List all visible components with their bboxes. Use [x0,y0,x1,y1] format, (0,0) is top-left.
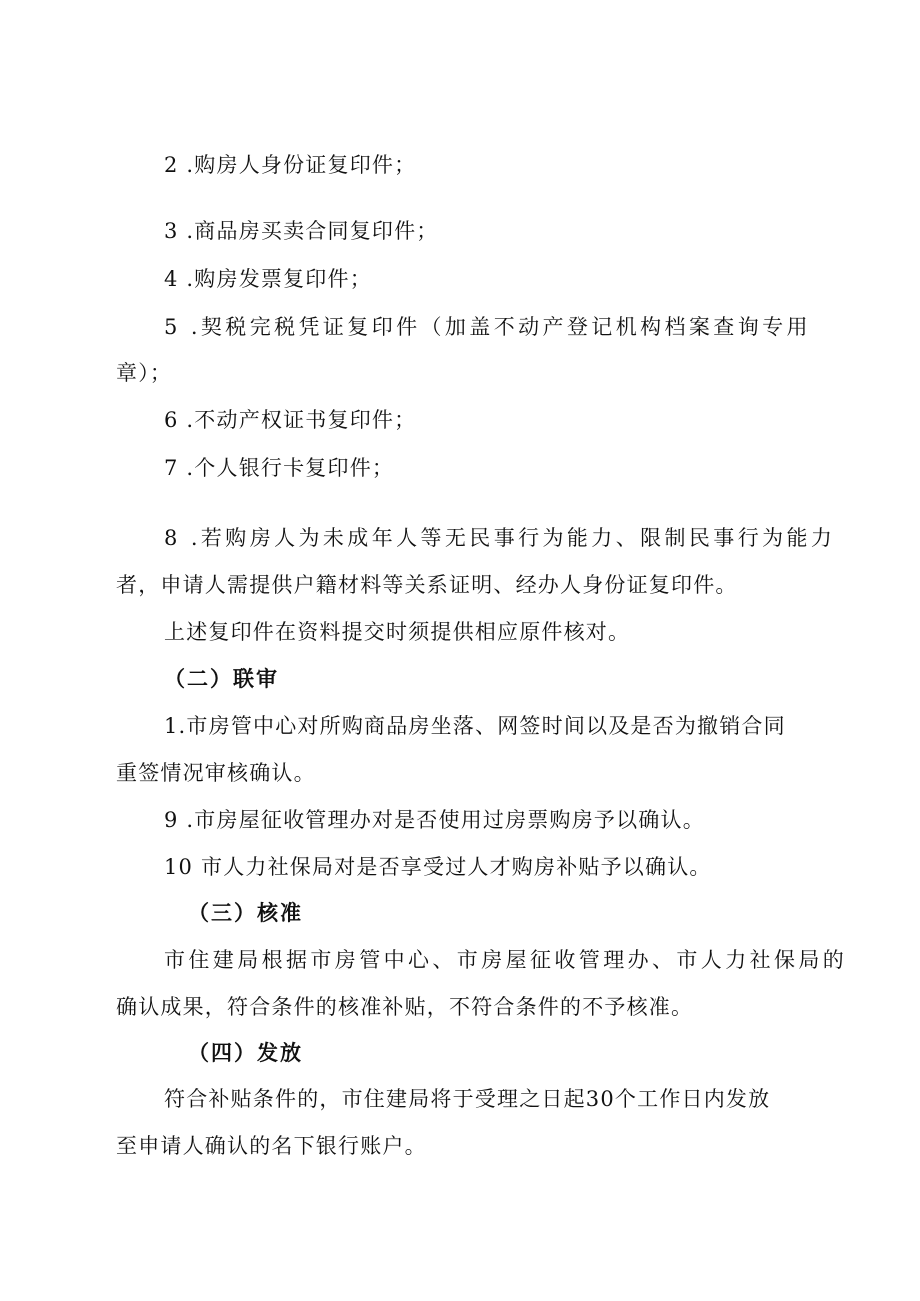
approval-paragraph: 市住建局根据市房管中心、市房屋征收管理办、市人力社保局的 [164,948,848,972]
list-item-2: 2 .购房人身份证复印件； [164,153,417,177]
section-heading-approval: （三）核准 [188,900,303,925]
section-heading-disbursement: （四）发放 [188,1040,303,1065]
approval-paragraph-continued: 确认成果，符合条件的核准补贴，不符合条件的不予核准。 [116,995,694,1019]
list-item-4: 4 .购房发票复印件； [164,267,372,291]
section-heading-joint-review: （二）联审 [164,666,279,691]
list-item-1: 1.市房管中心对所购商品房坐落、网签时间以及是否为撤销合同 [164,714,786,738]
list-item-1-continued: 重签情况审核确认。 [116,761,316,785]
list-item-3: 3 .商品房买卖合同复印件； [164,219,439,243]
list-item-10: 10 市人力社保局对是否享受过人才购房补贴予以确认。 [164,855,712,879]
disbursement-paragraph: 符合补贴条件的，市住建局将于受理之日起30个工作日内发放 [164,1087,771,1111]
list-item-8: 8 .若购房人为未成年人等无民事行为能力、限制民事行为能力 [164,526,836,550]
list-item-8-continued: 者，申请人需提供户籍材料等关系证明、经办人身份证复印件。 [116,573,738,597]
list-item-5: 5 .契税完税凭证复印件（加盖不动产登记机构档案查询专用 [164,315,811,339]
note-paragraph: 上述复印件在资料提交时须提供相应原件核对。 [164,620,631,644]
list-item-6: 6 .不动产权证书复印件； [164,408,417,432]
list-item-9: 9 .市房屋征收管理办对是否使用过房票购房予以确认。 [164,808,705,832]
list-item-7: 7 .个人银行卡复印件； [164,456,395,480]
disbursement-paragraph-continued: 至申请人确认的名下银行账户。 [116,1134,427,1158]
list-item-5-continued: 章）； [116,361,173,385]
